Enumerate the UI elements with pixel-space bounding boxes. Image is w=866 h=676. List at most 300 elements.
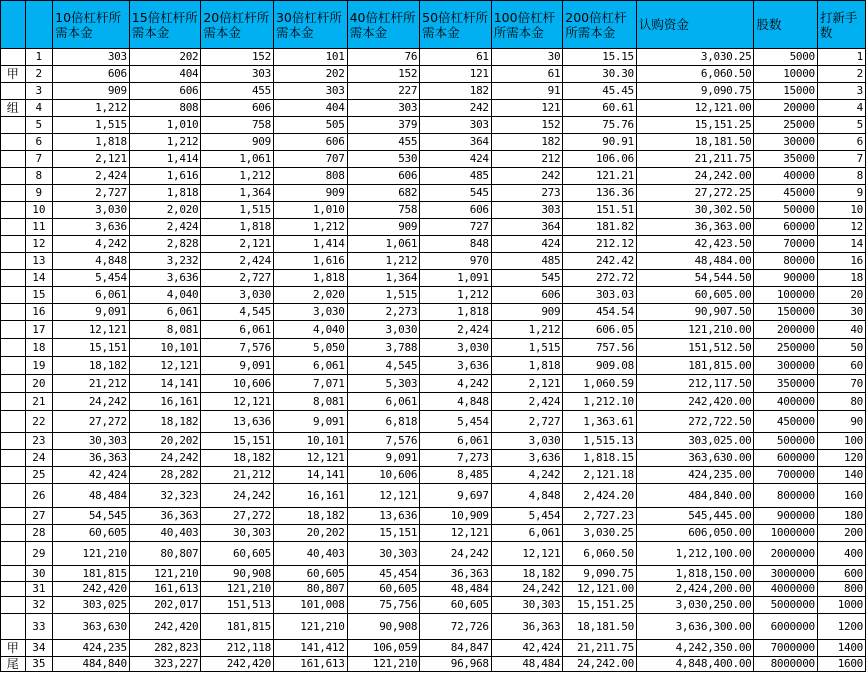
table-cell: 54,545: [53, 508, 130, 525]
table-cell: 70000: [754, 236, 817, 253]
table-cell: 424,235.00: [636, 467, 754, 484]
table-row: [1, 597, 866, 614]
column-header: 10倍杠杆所需本金: [53, 1, 130, 49]
table-cell: 1,060.59: [563, 375, 637, 393]
table-cell: 303: [347, 100, 420, 117]
table-cell: 9,091: [347, 450, 420, 467]
table-row: [1, 168, 866, 185]
table-cell: 1,515: [53, 117, 130, 134]
table-cell: 18,182: [53, 357, 130, 375]
table-cell: 364: [420, 134, 492, 151]
column-header: 30倍杠杆所需本金: [273, 1, 347, 49]
table-cell: 200: [817, 525, 865, 542]
table-cell: 1,061: [201, 151, 274, 168]
table-cell: 14,141: [129, 375, 201, 393]
table-cell: 2,424: [491, 393, 563, 411]
table-cell: 48,484: [491, 657, 563, 672]
table-cell: 600: [817, 566, 865, 582]
row-number-cell: 31: [25, 582, 53, 597]
row-number-cell: 25: [25, 467, 53, 484]
table-cell: 3,030: [491, 433, 563, 450]
group-cell: [1, 614, 26, 640]
table-cell: 400: [817, 542, 865, 566]
table-cell: 6,061: [347, 393, 420, 411]
row-number-cell: 20: [25, 375, 53, 393]
table-row: [1, 236, 866, 253]
group-cell: [1, 304, 26, 321]
table-cell: 3,030: [420, 339, 492, 357]
table-cell: 6,061: [491, 525, 563, 542]
table-cell: 202: [273, 66, 347, 83]
table-cell: 1200: [817, 614, 865, 640]
table-cell: 424: [491, 236, 563, 253]
table-cell: 1,212: [347, 253, 420, 270]
table-cell: 202: [129, 49, 201, 66]
table-row: [1, 100, 866, 117]
table-cell: 121,210: [129, 566, 201, 582]
table-cell: 16,161: [273, 484, 347, 508]
table-cell: 3,030: [53, 202, 130, 219]
table-cell: 12,121: [420, 525, 492, 542]
table-cell: 121,210: [201, 582, 274, 597]
table-cell: 10: [817, 202, 865, 219]
table-cell: 505: [273, 117, 347, 134]
table-cell: 2,121: [53, 151, 130, 168]
table-cell: 18: [817, 270, 865, 287]
group-cell: [1, 393, 26, 411]
table-cell: 6,060.50: [563, 542, 637, 566]
table-cell: 1,364: [347, 270, 420, 287]
table-cell: 2,424: [201, 253, 274, 270]
table-cell: 2,424: [53, 168, 130, 185]
table-cell: 272,722.50: [636, 411, 754, 433]
table-row: [1, 357, 866, 375]
table-cell: 21,211.75: [563, 640, 637, 657]
group-cell: [1, 287, 26, 304]
table-cell: 484,840.00: [636, 484, 754, 508]
table-row: [1, 185, 866, 202]
table-cell: 545: [420, 185, 492, 202]
table-cell: 42,424: [53, 467, 130, 484]
group-cell: [1, 433, 26, 450]
table-cell: 454.54: [563, 304, 637, 321]
table-cell: 106.06: [563, 151, 637, 168]
table-cell: 1,212: [201, 168, 274, 185]
row-number-cell: 32: [25, 597, 53, 614]
table-row: [1, 253, 866, 270]
table-cell: 18,182: [201, 450, 274, 467]
table-cell: 152: [201, 49, 274, 66]
table-cell: 151,512.50: [636, 339, 754, 357]
table-cell: 242,420: [53, 582, 130, 597]
table-cell: 152: [491, 117, 563, 134]
table-cell: 24,242.00: [636, 168, 754, 185]
table-cell: 909: [53, 83, 130, 100]
table-cell: 60,605: [347, 582, 420, 597]
table-cell: 16,161: [129, 393, 201, 411]
table-cell: 80: [817, 393, 865, 411]
group-cell: [1, 339, 26, 357]
group-cell: [1, 582, 26, 597]
group-cell: 尾: [1, 657, 26, 672]
table-cell: 727: [420, 219, 492, 236]
table-cell: 141,412: [273, 640, 347, 657]
table-cell: 90,908: [347, 614, 420, 640]
table-cell: 303: [273, 83, 347, 100]
table-cell: 12,121: [347, 484, 420, 508]
group-cell: 甲: [1, 640, 26, 657]
table-cell: 242.42: [563, 253, 637, 270]
table-cell: 12,121.00: [563, 582, 637, 597]
table-cell: 9,090.75: [563, 566, 637, 582]
table-cell: 450000: [754, 411, 817, 433]
table-cell: 1,818: [273, 270, 347, 287]
row-number-cell: 33: [25, 614, 53, 640]
table-cell: 1,818: [53, 134, 130, 151]
table-row: [1, 411, 866, 433]
table-cell: 24,242: [491, 582, 563, 597]
table-cell: 212.12: [563, 236, 637, 253]
table-cell: 27,272.25: [636, 185, 754, 202]
table-cell: 76: [347, 49, 420, 66]
table-cell: 1,515: [491, 339, 563, 357]
table-cell: 60,605: [273, 566, 347, 582]
table-cell: 181.82: [563, 219, 637, 236]
row-number-cell: 34: [25, 640, 53, 657]
row-number-cell: 19: [25, 357, 53, 375]
table-cell: 30000: [754, 134, 817, 151]
table-cell: 181,815.00: [636, 357, 754, 375]
table-row: [1, 375, 866, 393]
table-cell: 1,212: [491, 321, 563, 339]
table-cell: 40,403: [129, 525, 201, 542]
row-number-cell: 21: [25, 393, 53, 411]
table-cell: 6,061: [201, 321, 274, 339]
table-cell: 1,061: [347, 236, 420, 253]
group-cell: [1, 185, 26, 202]
table-cell: 606: [420, 202, 492, 219]
table-cell: 2: [817, 66, 865, 83]
table-cell: 96,968: [420, 657, 492, 672]
table-cell: 6,061: [273, 357, 347, 375]
table-cell: 7,576: [347, 433, 420, 450]
table-cell: 350000: [754, 375, 817, 393]
table-cell: 303: [491, 202, 563, 219]
table-cell: 6000000: [754, 614, 817, 640]
table-cell: 1400: [817, 640, 865, 657]
table-cell: 60,605.00: [636, 287, 754, 304]
table-cell: 545: [491, 270, 563, 287]
table-cell: 242,420: [129, 614, 201, 640]
table-cell: 8,485: [420, 467, 492, 484]
table-cell: 27,272: [53, 411, 130, 433]
table-cell: 101: [273, 49, 347, 66]
table-cell: 682: [347, 185, 420, 202]
table-cell: 7,273: [420, 450, 492, 467]
table-cell: 700000: [754, 467, 817, 484]
table-cell: 4000000: [754, 582, 817, 597]
table-cell: 1,212.10: [563, 393, 637, 411]
table-cell: 363,630.00: [636, 450, 754, 467]
table-cell: 40,403: [273, 542, 347, 566]
table-cell: 121: [491, 100, 563, 117]
table-cell: 3,636: [129, 270, 201, 287]
table-cell: 45,454: [347, 566, 420, 582]
table-cell: 3,788: [347, 339, 420, 357]
table-cell: 530: [347, 151, 420, 168]
table-cell: 9: [817, 185, 865, 202]
table-cell: 7: [817, 151, 865, 168]
table-cell: 4,242: [491, 467, 563, 484]
table-cell: 160: [817, 484, 865, 508]
table-cell: 10,606: [201, 375, 274, 393]
table-cell: 8,081: [129, 321, 201, 339]
table-cell: 18,182: [491, 566, 563, 582]
table-cell: 4,545: [347, 357, 420, 375]
table-cell: 323,227: [129, 657, 201, 672]
table-cell: 404: [273, 100, 347, 117]
table-cell: 30,303: [53, 433, 130, 450]
table-cell: 100: [817, 433, 865, 450]
table-cell: 5,454: [491, 508, 563, 525]
table-cell: 35000: [754, 151, 817, 168]
table-cell: 30,303: [491, 597, 563, 614]
group-cell: [1, 253, 26, 270]
table-cell: 808: [129, 100, 201, 117]
table-cell: 21,212: [201, 467, 274, 484]
row-number-cell: 27: [25, 508, 53, 525]
table-cell: 2,121.18: [563, 467, 637, 484]
table-cell: 485: [491, 253, 563, 270]
table-cell: 45.45: [563, 83, 637, 100]
table-cell: 300000: [754, 357, 817, 375]
table-cell: 5,303: [347, 375, 420, 393]
row-number-cell: 6: [25, 134, 53, 151]
row-number-cell: 18: [25, 339, 53, 357]
table-cell: 2,121: [201, 236, 274, 253]
table-cell: 545,445.00: [636, 508, 754, 525]
table-cell: 12,121: [201, 393, 274, 411]
table-cell: 13,636: [347, 508, 420, 525]
table-cell: 8,081: [273, 393, 347, 411]
table-cell: 303,025.00: [636, 433, 754, 450]
table-cell: 606,050.00: [636, 525, 754, 542]
table-cell: 4,242: [53, 236, 130, 253]
table-cell: 5,050: [273, 339, 347, 357]
table-row: [1, 117, 866, 134]
table-cell: 2,727: [201, 270, 274, 287]
table-cell: 84,847: [420, 640, 492, 657]
table-cell: 3,232: [129, 253, 201, 270]
table-cell: 20,202: [273, 525, 347, 542]
table-cell: 1,364: [201, 185, 274, 202]
table-cell: 21,211.75: [636, 151, 754, 168]
table-cell: 4,848,400.00: [636, 657, 754, 672]
table-cell: 150000: [754, 304, 817, 321]
table-cell: 2,727.23: [563, 508, 637, 525]
table-cell: 10,909: [420, 508, 492, 525]
table-cell: 800000: [754, 484, 817, 508]
table-cell: 151,513: [201, 597, 274, 614]
table-cell: 2,828: [129, 236, 201, 253]
table-cell: 424,235: [53, 640, 130, 657]
table-cell: 2,424.20: [563, 484, 637, 508]
table-cell: 2,424: [420, 321, 492, 339]
table-cell: 75.76: [563, 117, 637, 134]
table-cell: 2,424,200.00: [636, 582, 754, 597]
table-cell: 455: [347, 134, 420, 151]
table-cell: 758: [201, 117, 274, 134]
group-cell: [1, 525, 26, 542]
column-header: [1, 1, 26, 49]
group-cell: [1, 411, 26, 433]
table-cell: 16: [817, 253, 865, 270]
table-cell: 60,605: [420, 597, 492, 614]
table-cell: 10000: [754, 66, 817, 83]
table-cell: 606.05: [563, 321, 637, 339]
table-cell: 1,818: [201, 219, 274, 236]
table-row: [1, 657, 866, 672]
table-cell: 757.56: [563, 339, 637, 357]
column-header: 股数: [754, 1, 817, 49]
table-cell: 12,121: [273, 450, 347, 467]
table-cell: 180: [817, 508, 865, 525]
table-cell: 24,242: [129, 450, 201, 467]
table-cell: 4,242,350.00: [636, 640, 754, 657]
table-cell: 282,823: [129, 640, 201, 657]
group-cell: [1, 467, 26, 484]
table-cell: 1,616: [129, 168, 201, 185]
table-cell: 606: [491, 287, 563, 304]
table-cell: 4: [817, 100, 865, 117]
table-cell: 15.15: [563, 49, 637, 66]
group-cell: 甲: [1, 66, 26, 83]
table-cell: 60000: [754, 219, 817, 236]
table-row: [1, 219, 866, 236]
table-cell: 181,815: [201, 614, 274, 640]
table-cell: 9,091: [273, 411, 347, 433]
group-cell: [1, 375, 26, 393]
row-number-cell: 22: [25, 411, 53, 433]
table-cell: 250000: [754, 339, 817, 357]
table-cell: 20,202: [129, 433, 201, 450]
table-cell: 212,117.50: [636, 375, 754, 393]
row-number-cell: 9: [25, 185, 53, 202]
table-cell: 14,141: [273, 467, 347, 484]
table-cell: 212,118: [201, 640, 274, 657]
table-cell: 485: [420, 168, 492, 185]
table-cell: 1: [817, 49, 865, 66]
table-cell: 20000: [754, 100, 817, 117]
table-cell: 61: [491, 66, 563, 83]
table-row: [1, 270, 866, 287]
table-cell: 75,756: [347, 597, 420, 614]
table-cell: 1,010: [129, 117, 201, 134]
table-cell: 90,907.50: [636, 304, 754, 321]
table-cell: 4,242: [420, 375, 492, 393]
group-cell: [1, 202, 26, 219]
row-number-cell: 12: [25, 236, 53, 253]
table-cell: 30.30: [563, 66, 637, 83]
table-cell: 3,030: [273, 304, 347, 321]
table-cell: 4,545: [201, 304, 274, 321]
row-number-cell: 14: [25, 270, 53, 287]
group-cell: [1, 597, 26, 614]
table-cell: 36,363.00: [636, 219, 754, 236]
table-cell: 758: [347, 202, 420, 219]
table-cell: 80,807: [129, 542, 201, 566]
table-cell: 12,121.00: [636, 100, 754, 117]
group-cell: [1, 270, 26, 287]
table-cell: 3,636,300.00: [636, 614, 754, 640]
table-cell: 50000: [754, 202, 817, 219]
table-cell: 5000: [754, 49, 817, 66]
table-cell: 6,061: [53, 287, 130, 304]
table-cell: 7,071: [273, 375, 347, 393]
table-cell: 48,484: [420, 582, 492, 597]
table-cell: 9,090.75: [636, 83, 754, 100]
table-cell: 404: [129, 66, 201, 83]
table-cell: 606: [201, 100, 274, 117]
table-row: [1, 433, 866, 450]
table-cell: 3,030: [347, 321, 420, 339]
table-cell: 12: [817, 219, 865, 236]
row-number-cell: 8: [25, 168, 53, 185]
group-cell: [1, 357, 26, 375]
table-cell: 12,121: [491, 542, 563, 566]
table-cell: 136.36: [563, 185, 637, 202]
table-cell: 48,484: [53, 484, 130, 508]
group-cell: [1, 236, 26, 253]
table-cell: 80,807: [273, 582, 347, 597]
table-cell: 10,606: [347, 467, 420, 484]
row-number-cell: 35: [25, 657, 53, 672]
table-cell: 15,151.25: [636, 117, 754, 134]
column-header: 打新手数: [817, 1, 865, 49]
table-cell: 202,017: [129, 597, 201, 614]
table-cell: 151.51: [563, 202, 637, 219]
group-cell: [1, 117, 26, 134]
table-cell: 50: [817, 339, 865, 357]
group-cell: [1, 566, 26, 582]
table-cell: 48,484.00: [636, 253, 754, 270]
group-cell: 组: [1, 100, 26, 117]
table-cell: 32,323: [129, 484, 201, 508]
table-cell: 6,818: [347, 411, 420, 433]
table-cell: 400000: [754, 393, 817, 411]
table-cell: 30: [817, 304, 865, 321]
table-cell: 909: [201, 134, 274, 151]
table-cell: 909: [273, 185, 347, 202]
table-cell: 121,210: [273, 614, 347, 640]
table-cell: 182: [420, 83, 492, 100]
table-cell: 2,727: [53, 185, 130, 202]
group-cell: [1, 484, 26, 508]
group-cell: [1, 151, 26, 168]
table-cell: 36,363: [420, 566, 492, 582]
table-row: [1, 582, 866, 597]
table-cell: 1,414: [273, 236, 347, 253]
table-cell: 1,212: [420, 287, 492, 304]
table-cell: 3,636: [491, 450, 563, 467]
table-cell: 24,242: [53, 393, 130, 411]
table-cell: 484,840: [53, 657, 130, 672]
table-cell: 1,212: [273, 219, 347, 236]
table-cell: 1,818: [491, 357, 563, 375]
table-cell: 1,212: [53, 100, 130, 117]
table-cell: 4,848: [491, 484, 563, 508]
row-number-cell: 7: [25, 151, 53, 168]
